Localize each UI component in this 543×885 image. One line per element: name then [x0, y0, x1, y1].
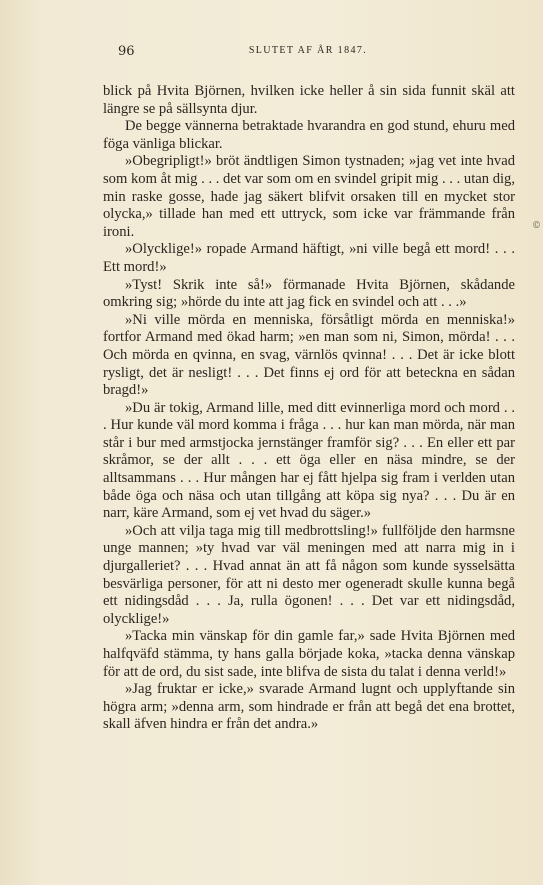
- margin-mark: ©: [532, 221, 541, 231]
- paragraph: »Tyst! Skrik inte så!» förmanade Hvita Björnen, skådande omkring sig; »hörde du inte att jag fick en svindel och att . . .»: [103, 276, 515, 311]
- body-text: [103, 83, 515, 734]
- paragraph: »Olycklige!» ropade Armand häftigt, »ni ville begå ett mord! . . . Ett mord!»: [103, 241, 515, 275]
- paragraph: »Jag fruktar er icke,» svarade Armand lugnt och upplyftande sin högra arm; »denna arm, som hindrade er från att begå det ena brottet, skall äfven hindra er från det andra.»: [103, 681, 515, 733]
- page-header: [103, 40, 513, 60]
- paragraph: »Du är tokig, Armand lille, med ditt evinnerliga mord och mord . . . Hur kunde väl mord komma i fråga . . . hur kan man mörda, när man står i bur med armstjocka jernstänger framför sig? . . . En eller ett par skråmor, se der allt . . . ett öga eller en näsa mindre, se der alltsammans . . . Hur mången har ej fått hjelpa sig fram i verlden utan både öga och näsa och utan tillgång att köpa sig nya? . . . Du är en narr, käre Armand, som ej vet hvad du säger.»: [103, 399, 515, 522]
- paragraph: De begge vännerna betraktade hvarandra en god stund, ehuru med föga vänliga blickar.: [103, 118, 515, 152]
- paragraph: »Obegripligt!» bröt ändtligen Simon tystnaden; »jag vet inte hvad som kom åt mig . . . det var som om en svindel gripit mig . . . utan dig, min raske gosse, hade jag säkert blifvit orsaken till en mycket stor olycka,» tillade han med ett uttryck, som icke var främmande från ironi.: [103, 153, 515, 240]
- paragraph: »Och att vilja taga mig till medbrottsling!» fullföljde den harmsne unge mannen; »ty hvad var väl meningen med att narra mig in i djurgalleriet? . . . Hvad annat än att få någon som kunde sysselsätta besvärliga personer, för att ni desto mer ogeneradt skulle kunna begå ett nidingsdåd . . . Ja, rulla ögonen! . . . Det var ett nidingsdåd, olycklige!»: [103, 522, 515, 627]
- running-title: SLUTET AF ÅR 1847.: [248, 45, 368, 56]
- paragraph: »Tacka min vänskap för din gamle far,» sade Hvita Björnen med halfqväfd stämma, ty hans galla började koka, »tacka denna vänskap för att de ord, du sist sade, inte blifva de sista du talat i denna verld!»: [103, 628, 515, 680]
- page-number: 96: [118, 44, 135, 59]
- paragraph: »Ni ville mörda en menniska, försåtligt mörda en menniska!» fortfor Armand med ökad harm; »en man som ni, Simon, mörda! . . . Och mörda en qvinna, en svag, värnlös qvinna! . . . Det är icke blott rysligt, det är nesligt! . . . Det finns ej ord för att beteckna en sådan bragd!»: [103, 311, 515, 399]
- paragraph: blick på Hvita Björnen, hvilken icke heller å sin sida funnit skäl att längre se på sällsynta djur.: [103, 83, 515, 117]
